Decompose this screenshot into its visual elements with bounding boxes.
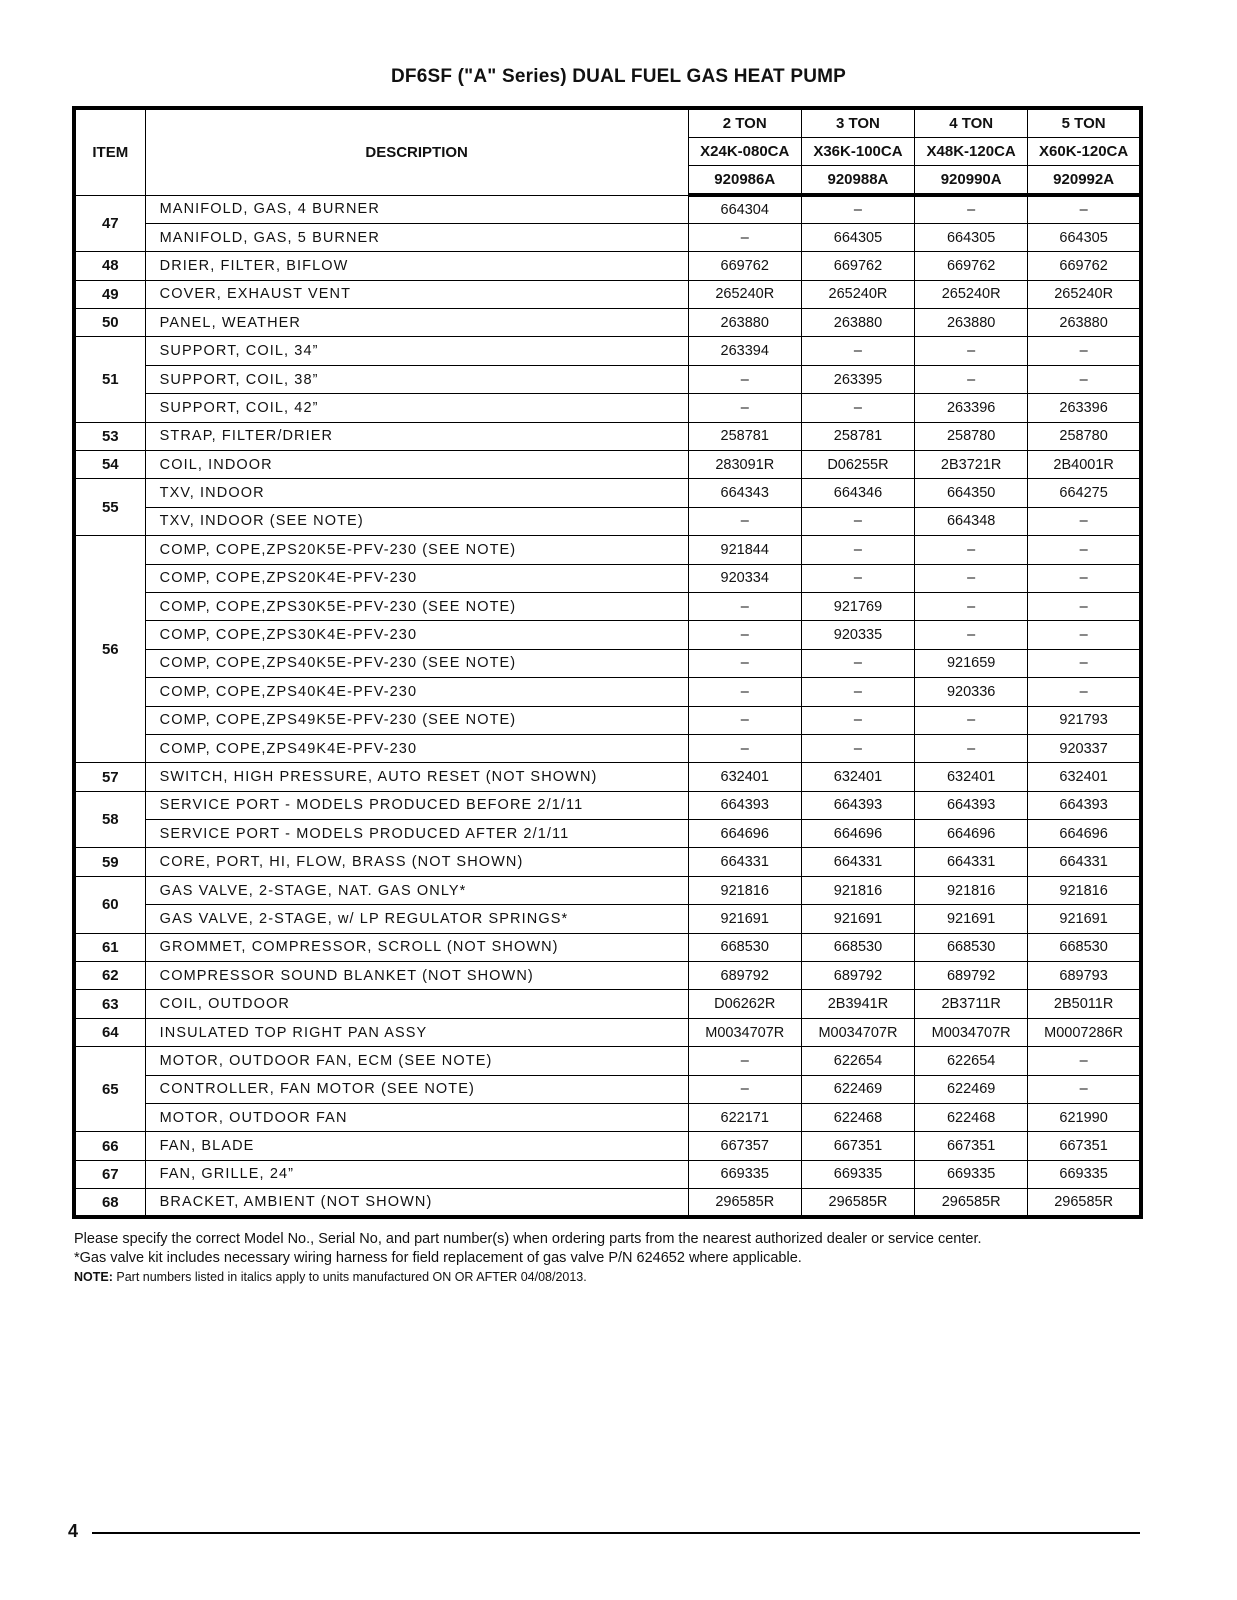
item-number-cell: 62 (74, 962, 145, 990)
part-number-cell: – (915, 536, 1028, 564)
part-number-cell: 2B5011R (1028, 990, 1141, 1018)
part-number-cell: 283091R (688, 451, 801, 479)
item-number-cell: 53 (74, 422, 145, 450)
part-number-cell: 664331 (688, 848, 801, 876)
part-number-cell: – (688, 223, 801, 251)
description-cell: COMP, COPE,ZPS49K4E-PFV-230 (145, 734, 688, 762)
part-number-cell: 632401 (801, 763, 914, 791)
description-cell: COMP, COPE,ZPS30K4E-PFV-230 (145, 621, 688, 649)
part-number-cell: D06255R (801, 451, 914, 479)
part-number-cell: 258781 (688, 422, 801, 450)
parts-table-wrapper (72, 106, 1143, 1219)
table-row (74, 706, 1141, 734)
table-row (74, 649, 1141, 677)
part-number-cell: 258780 (1028, 422, 1141, 450)
part-number-cell: – (1028, 649, 1141, 677)
part-number-cell: 263880 (1028, 309, 1141, 337)
table-row (74, 536, 1141, 564)
part-number-cell: 258780 (915, 422, 1028, 450)
part-number-cell: – (688, 649, 801, 677)
part-number-cell: – (688, 394, 801, 422)
notes-block (74, 1230, 1154, 1287)
item-number-cell: 49 (74, 280, 145, 308)
item-number-cell: 56 (74, 536, 145, 763)
part-number-cell: 263395 (801, 365, 914, 393)
part-number-cell: 265240R (801, 280, 914, 308)
part-number-cell: 664696 (801, 820, 914, 848)
table-row (74, 820, 1141, 848)
table-row (74, 1160, 1141, 1188)
page-title: DF6SF ("A" Series) DUAL FUEL GAS HEAT PUMP (390, 66, 847, 87)
part-number-cell: 632401 (688, 763, 801, 791)
description-cell: CORE, PORT, HI, FLOW, BRASS (NOT SHOWN) (145, 848, 688, 876)
part-number-cell: 2B3711R (915, 990, 1028, 1018)
description-cell: COMP, COPE,ZPS20K4E-PFV-230 (145, 564, 688, 592)
part-number-cell: 664331 (915, 848, 1028, 876)
part-number-cell: 622469 (801, 1075, 914, 1103)
part-number-cell: 920334 (688, 564, 801, 592)
description-cell: COMP, COPE,ZPS40K4E-PFV-230 (145, 678, 688, 706)
table-row (74, 195, 1141, 223)
part-number-cell: – (688, 734, 801, 762)
description-cell: GAS VALVE, 2-STAGE, w/ LP REGULATOR SPRINGS* (145, 905, 688, 933)
item-number-cell: 60 (74, 876, 145, 933)
description-cell: COMP, COPE,ZPS49K5E-PFV-230 (SEE NOTE) (145, 706, 688, 734)
table-row (74, 394, 1141, 422)
table-row (74, 1075, 1141, 1103)
parts-table (72, 106, 1143, 1219)
description-cell: COIL, OUTDOOR (145, 990, 688, 1018)
part-number-cell: – (688, 507, 801, 535)
description-cell: MANIFOLD, GAS, 4 BURNER (145, 195, 688, 223)
item-number-cell: 65 (74, 1047, 145, 1132)
part-number-cell: 921816 (688, 876, 801, 904)
part-number-cell: 669762 (801, 252, 914, 280)
part-number-cell: 921816 (915, 876, 1028, 904)
part-number-cell: 263880 (801, 309, 914, 337)
part-number-cell: 920335 (801, 621, 914, 649)
description-cell: COIL, INDOOR (145, 451, 688, 479)
item-column-header: ITEM (74, 108, 145, 195)
part-number-cell: 921769 (801, 592, 914, 620)
table-row (74, 933, 1141, 961)
table-row (74, 451, 1141, 479)
table-row (74, 990, 1141, 1018)
part-number-cell: – (915, 734, 1028, 762)
part-number-cell: 669762 (688, 252, 801, 280)
table-row (74, 479, 1141, 507)
item-number-cell: 47 (74, 195, 145, 252)
part-number-cell: 2B3721R (915, 451, 1028, 479)
part-number-cell: – (801, 337, 914, 365)
part-number-cell: 667357 (688, 1132, 801, 1160)
part-number-cell: 921691 (1028, 905, 1141, 933)
item-number-cell: 54 (74, 451, 145, 479)
part-number-cell: 622171 (688, 1104, 801, 1132)
italics-note (74, 1268, 1154, 1287)
part-number-cell: 669335 (801, 1160, 914, 1188)
part-number-cell: – (801, 195, 914, 223)
part-number-cell: 263396 (1028, 394, 1141, 422)
part-number-cell: 667351 (801, 1132, 914, 1160)
part-number-cell: M0034707R (801, 1018, 914, 1046)
part-number-cell: – (1028, 592, 1141, 620)
part-number-cell: M0007286R (1028, 1018, 1141, 1046)
part-number-cell: 664393 (1028, 791, 1141, 819)
part-number-cell: 664275 (1028, 479, 1141, 507)
part-number-cell: 664331 (1028, 848, 1141, 876)
item-number-cell: 57 (74, 763, 145, 791)
part-number-cell: – (801, 394, 914, 422)
part-number-cell: – (915, 621, 1028, 649)
part-number-cell: 265240R (1028, 280, 1141, 308)
table-row (74, 309, 1141, 337)
part-number-cell: – (688, 1047, 801, 1075)
table-row (74, 876, 1141, 904)
description-cell: MANIFOLD, GAS, 5 BURNER (145, 223, 688, 251)
part-number-cell: 689793 (1028, 962, 1141, 990)
description-cell: SUPPORT, COIL, 42” (145, 394, 688, 422)
model-header: X48K-120CA (915, 138, 1028, 166)
part-number-cell: 689792 (801, 962, 914, 990)
part-number-cell: 263394 (688, 337, 801, 365)
part-number-cell: – (1028, 1047, 1141, 1075)
part-number-cell: – (915, 195, 1028, 223)
part-number-cell: 622654 (801, 1047, 914, 1075)
description-cell: SERVICE PORT - MODELS PRODUCED BEFORE 2/1/11 (145, 791, 688, 819)
table-row (74, 905, 1141, 933)
part-number-cell: 632401 (915, 763, 1028, 791)
table-row (74, 678, 1141, 706)
part-number-cell: – (688, 365, 801, 393)
item-number-cell: 63 (74, 990, 145, 1018)
part-number-cell: 263880 (688, 309, 801, 337)
part-number-cell: – (801, 507, 914, 535)
part-number-cell: 921844 (688, 536, 801, 564)
part-number-cell: – (688, 592, 801, 620)
description-cell: FAN, BLADE (145, 1132, 688, 1160)
description-cell: SUPPORT, COIL, 34” (145, 337, 688, 365)
item-number-cell: 67 (74, 1160, 145, 1188)
item-number-cell: 64 (74, 1018, 145, 1046)
part-number-cell: 621990 (1028, 1104, 1141, 1132)
part-number-cell: – (1028, 337, 1141, 365)
part-number-cell: 622654 (915, 1047, 1028, 1075)
part-number-cell: 664696 (1028, 820, 1141, 848)
note-text: Part numbers listed in italics apply to units manufactured ON OR AFTER 04/08/2013. (112, 1270, 587, 1284)
model-header: X36K-100CA (801, 138, 914, 166)
part-number-cell: – (801, 649, 914, 677)
part-number-cell: 669762 (1028, 252, 1141, 280)
part-number-cell: 920336 (915, 678, 1028, 706)
table-row (74, 365, 1141, 393)
part-number-cell: 632401 (1028, 763, 1141, 791)
part-number-cell: 664348 (915, 507, 1028, 535)
part-number-cell: 921793 (1028, 706, 1141, 734)
table-row (74, 592, 1141, 620)
part-number-cell: – (801, 678, 914, 706)
part-number-cell: 263396 (915, 394, 1028, 422)
description-cell: COVER, EXHAUST VENT (145, 280, 688, 308)
part-number-cell: – (688, 678, 801, 706)
table-row (74, 1189, 1141, 1217)
item-number-cell: 61 (74, 933, 145, 961)
description-cell: SUPPORT, COIL, 38” (145, 365, 688, 393)
part-number-cell: – (1028, 365, 1141, 393)
part-number-cell: 667351 (1028, 1132, 1141, 1160)
footer-rule (92, 1532, 1140, 1534)
part-number-cell: 664305 (1028, 223, 1141, 251)
part-number-cell: 664346 (801, 479, 914, 507)
note-label: NOTE: (74, 1270, 113, 1284)
description-cell: FAN, GRILLE, 24” (145, 1160, 688, 1188)
table-body (74, 195, 1141, 1217)
table-row (74, 507, 1141, 535)
table-row (74, 280, 1141, 308)
part-number-cell: 263880 (915, 309, 1028, 337)
part-number-cell: – (1028, 195, 1141, 223)
item-number-cell: 68 (74, 1189, 145, 1217)
table-row (74, 337, 1141, 365)
model-header: X60K-120CA (1028, 138, 1141, 166)
part-number-cell: 689792 (915, 962, 1028, 990)
part-number-cell: 689792 (688, 962, 801, 990)
description-cell: COMP, COPE,ZPS30K5E-PFV-230 (SEE NOTE) (145, 592, 688, 620)
table-row (74, 564, 1141, 592)
table-row (74, 252, 1141, 280)
part-number-cell: 664393 (688, 791, 801, 819)
part-number-cell: 921816 (801, 876, 914, 904)
description-cell: STRAP, FILTER/DRIER (145, 422, 688, 450)
part-number-cell: 668530 (801, 933, 914, 961)
part-number-cell: – (915, 706, 1028, 734)
part-number-cell: 258781 (801, 422, 914, 450)
part-number-cell: 921816 (1028, 876, 1141, 904)
description-cell: DRIER, FILTER, BIFLOW (145, 252, 688, 280)
description-cell: COMP, COPE,ZPS20K5E-PFV-230 (SEE NOTE) (145, 536, 688, 564)
part-number-cell: 669335 (1028, 1160, 1141, 1188)
part-number-cell: 664305 (801, 223, 914, 251)
ton-header: 5 TON (1028, 108, 1141, 138)
part-number-cell: 669762 (915, 252, 1028, 280)
table-row (74, 422, 1141, 450)
part-number-cell: 296585R (915, 1189, 1028, 1217)
part-number-cell: – (801, 734, 914, 762)
item-number-cell: 48 (74, 252, 145, 280)
gas-valve-note: *Gas valve kit includes necessary wiring harness for field replacement of gas valve P/N 624652 where applicable. (74, 1250, 802, 1266)
table-row (74, 734, 1141, 762)
part-number-cell: 2B4001R (1028, 451, 1141, 479)
part-number-cell: 265240R (915, 280, 1028, 308)
table-row (74, 1104, 1141, 1132)
page-number: 4 (68, 1521, 79, 1541)
ton-header: 2 TON (688, 108, 801, 138)
part-number-cell: M0034707R (688, 1018, 801, 1046)
part-number-cell: 664350 (915, 479, 1028, 507)
part-number-cell: 664696 (915, 820, 1028, 848)
item-number-cell: 66 (74, 1132, 145, 1160)
part-number-cell: – (915, 365, 1028, 393)
description-cell: TXV, INDOOR (SEE NOTE) (145, 507, 688, 535)
part-number-cell: 921691 (915, 905, 1028, 933)
ton-header: 4 TON (915, 108, 1028, 138)
part-number-cell: – (801, 564, 914, 592)
part-number-cell: 664304 (688, 195, 801, 223)
part-number-cell: 664343 (688, 479, 801, 507)
part-number-cell: 668530 (915, 933, 1028, 961)
description-cell: INSULATED TOP RIGHT PAN ASSY (145, 1018, 688, 1046)
model-header: X24K-080CA (688, 138, 801, 166)
part-number-cell: 664305 (915, 223, 1028, 251)
description-cell: GAS VALVE, 2-STAGE, NAT. GAS ONLY* (145, 876, 688, 904)
part-number-cell: 668530 (1028, 933, 1141, 961)
ordering-note: Please specify the correct Model No., Serial No, and part number(s) when ordering parts from the nearest authorized dealer or service center. (74, 1231, 982, 1247)
code-header: 920988A (801, 166, 914, 196)
part-number-cell: 921691 (688, 905, 801, 933)
description-cell: TXV, INDOOR (145, 479, 688, 507)
part-number-cell: 920337 (1028, 734, 1141, 762)
description-cell: COMP, COPE,ZPS40K5E-PFV-230 (SEE NOTE) (145, 649, 688, 677)
part-number-cell: 669335 (688, 1160, 801, 1188)
part-number-cell: M0034707R (915, 1018, 1028, 1046)
part-number-cell: 667351 (915, 1132, 1028, 1160)
table-row (74, 791, 1141, 819)
part-number-cell: 664696 (688, 820, 801, 848)
part-number-cell: – (688, 706, 801, 734)
item-number-cell: 50 (74, 309, 145, 337)
item-number-cell: 59 (74, 848, 145, 876)
part-number-cell: 664393 (801, 791, 914, 819)
part-number-cell: – (1028, 621, 1141, 649)
part-number-cell: – (915, 564, 1028, 592)
part-number-cell: 2B3941R (801, 990, 914, 1018)
table-row (74, 848, 1141, 876)
part-number-cell: 664393 (915, 791, 1028, 819)
description-cell: SERVICE PORT - MODELS PRODUCED AFTER 2/1/11 (145, 820, 688, 848)
part-number-cell: 622468 (801, 1104, 914, 1132)
part-number-cell: 296585R (688, 1189, 801, 1217)
part-number-cell: 921691 (801, 905, 914, 933)
part-number-cell: 296585R (801, 1189, 914, 1217)
table-row (74, 1047, 1141, 1075)
item-number-cell: 58 (74, 791, 145, 848)
table-row (74, 1018, 1141, 1046)
part-number-cell: – (915, 592, 1028, 620)
description-column-header: DESCRIPTION (145, 108, 688, 195)
part-number-cell: – (1028, 1075, 1141, 1103)
part-number-cell: 296585R (1028, 1189, 1141, 1217)
part-number-cell: – (1028, 564, 1141, 592)
description-cell: CONTROLLER, FAN MOTOR (SEE NOTE) (145, 1075, 688, 1103)
table-row (74, 962, 1141, 990)
item-number-cell: 55 (74, 479, 145, 536)
part-number-cell: D06262R (688, 990, 801, 1018)
table-row (74, 763, 1141, 791)
part-number-cell: 668530 (688, 933, 801, 961)
description-cell: SWITCH, HIGH PRESSURE, AUTO RESET (NOT SHOWN) (145, 763, 688, 791)
description-cell: MOTOR, OUTDOOR FAN, ECM (SEE NOTE) (145, 1047, 688, 1075)
part-number-cell: 622469 (915, 1075, 1028, 1103)
part-number-cell: 265240R (688, 280, 801, 308)
description-cell: BRACKET, AMBIENT (NOT SHOWN) (145, 1189, 688, 1217)
part-number-cell: – (1028, 507, 1141, 535)
description-cell: PANEL, WEATHER (145, 309, 688, 337)
ton-header: 3 TON (801, 108, 914, 138)
part-number-cell: – (1028, 678, 1141, 706)
part-number-cell: 669335 (915, 1160, 1028, 1188)
part-number-cell: – (801, 706, 914, 734)
part-number-cell: – (688, 621, 801, 649)
part-number-cell: 921659 (915, 649, 1028, 677)
description-cell: MOTOR, OUTDOOR FAN (145, 1104, 688, 1132)
code-header: 920986A (688, 166, 801, 196)
part-number-cell: – (1028, 536, 1141, 564)
code-header: 920990A (915, 166, 1028, 196)
part-number-cell: 664331 (801, 848, 914, 876)
item-number-cell: 51 (74, 337, 145, 422)
part-number-cell: – (801, 536, 914, 564)
part-number-cell: – (915, 337, 1028, 365)
table-header (74, 108, 1141, 195)
part-number-cell: 622468 (915, 1104, 1028, 1132)
description-cell: GROMMET, COMPRESSOR, SCROLL (NOT SHOWN) (145, 933, 688, 961)
table-row (74, 1132, 1141, 1160)
part-number-cell: – (688, 1075, 801, 1103)
table-row (74, 621, 1141, 649)
description-cell: COMPRESSOR SOUND BLANKET (NOT SHOWN) (145, 962, 688, 990)
code-header: 920992A (1028, 166, 1141, 196)
table-row (74, 223, 1141, 251)
